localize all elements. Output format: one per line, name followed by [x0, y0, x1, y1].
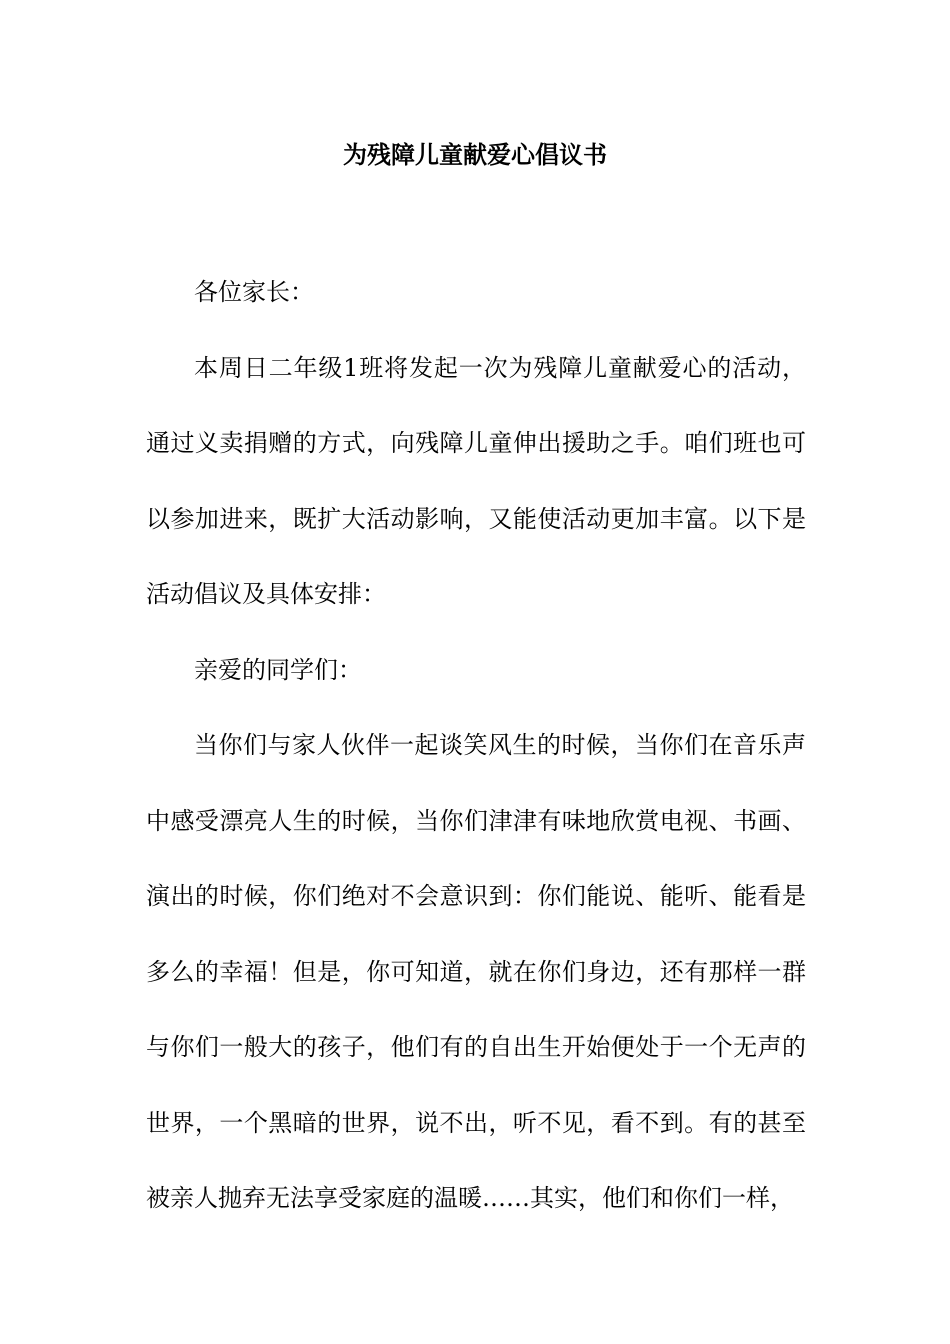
- paragraph-appeal: 当你们与家人伙伴一起谈笑风生的时候，当你们在音乐声中感受漂亮人生的时候，当你们津津有味地欣赏电视、书画、演出的时候，你们绝对不会意识到：你们能说、能听、能看是多么的幸福！但是，你可知道，就在你们身边，还有那样一群与你们一般大的孩子，他们有的自出生开始便处于一个无声的世界，一个黑暗的世界，说不出，听不见，看不到。有的甚至被亲人抛弃无法享受家庭的温暖……其实，他们和你们一样，: [146, 731, 806, 1212]
- salutation-students: 亲爱的同学们：: [194, 655, 362, 684]
- document-body: [146, 255, 806, 1237]
- document-title: 为残障儿童献爱心倡议书: [343, 140, 607, 169]
- salutation-parents: 各位家长：: [194, 278, 314, 306]
- paragraph-activity-intro: 本周日二年级1班将发起一次为残障儿童献爱心的活动，通过义卖捐赠的方式，向残障儿童伸出援助之手。咱们班也可以参加进来，既扩大活动影响，又能使活动更加丰富。以下是活动倡议及具体安排：: [146, 353, 806, 608]
